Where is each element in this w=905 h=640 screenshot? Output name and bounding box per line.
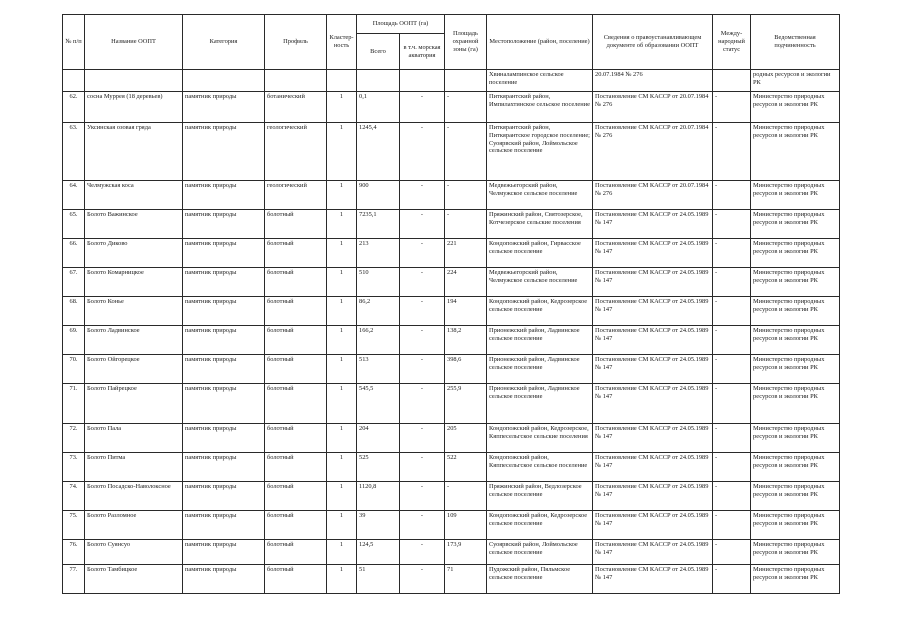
cell-profile: болотный (265, 268, 327, 297)
cell-buffer: 255,9 (445, 384, 487, 424)
cell-category: памятник природы (183, 326, 265, 355)
cell-name: сосна Муррея (18 деревьев) (85, 92, 183, 123)
cell-area: 204 (357, 424, 400, 453)
cell-cluster: 1 (327, 511, 357, 540)
header-area-total: Всего (357, 34, 400, 70)
cell-category: памятник природы (183, 453, 265, 482)
header-location: Местоположение (район, поселение) (487, 15, 593, 70)
cell-buffer: 138,2 (445, 326, 487, 355)
cell-profile: болотный (265, 326, 327, 355)
cell-area: 51 (357, 565, 400, 594)
cell-area: 900 (357, 181, 400, 210)
cell-location: Кондопожский район, Кедрозерское сельское поселение (487, 511, 593, 540)
cell-profile: геологический (265, 123, 327, 181)
cell-document: Постановление СМ КАССР от 24.05.1989 № 147 (593, 239, 713, 268)
cell-cluster: 1 (327, 239, 357, 268)
cell-name: Болото Диково (85, 239, 183, 268)
cell-category: памятник природы (183, 268, 265, 297)
cell-buffer: 205 (445, 424, 487, 453)
cell-location: Хвиналампинское сельское поселение (487, 70, 593, 92)
cell-marine: - (400, 239, 445, 268)
table-body (63, 70, 840, 594)
cell-num: 67. (63, 268, 85, 297)
cell-name: Болото Суянсуо (85, 540, 183, 565)
cell-marine: - (400, 453, 445, 482)
cell-document: Постановление СМ КАССР от 20.07.1984 № 276 (593, 92, 713, 123)
table-row (63, 540, 840, 565)
cell-num: 71. (63, 384, 85, 424)
cell-document: Постановление СМ КАССР от 24.05.1989 № 147 (593, 511, 713, 540)
cell-intl: - (713, 239, 751, 268)
cell-document: Постановление СМ КАССР от 24.05.1989 № 147 (593, 540, 713, 565)
cell-num: 75. (63, 511, 85, 540)
cell-num: 76. (63, 540, 85, 565)
cell-name: Болото Ойгорецкое (85, 355, 183, 384)
cell-num (63, 70, 85, 92)
cell-marine (400, 70, 445, 92)
cell-area: 86,2 (357, 297, 400, 326)
cell-num: 70. (63, 355, 85, 384)
cell-marine: - (400, 210, 445, 239)
cell-buffer: - (445, 482, 487, 511)
cell-profile: болотный (265, 540, 327, 565)
cell-intl: - (713, 268, 751, 297)
cell-document: Постановление СМ КАССР от 24.05.1989 № 147 (593, 268, 713, 297)
cell-cluster (327, 70, 357, 92)
table-row (63, 181, 840, 210)
cell-name: Болото Пала (85, 424, 183, 453)
cell-authority: Министерство природных ресурсов и экологии РК (751, 239, 840, 268)
cell-num: 66. (63, 239, 85, 268)
cell-marine: - (400, 297, 445, 326)
cell-profile: болотный (265, 453, 327, 482)
cell-cluster: 1 (327, 424, 357, 453)
cell-category: памятник природы (183, 424, 265, 453)
cell-document: Постановление СМ КАССР от 24.05.1989 № 147 (593, 326, 713, 355)
table-row (63, 384, 840, 424)
table-header (63, 15, 840, 70)
cell-location: Медвежьегорский район, Челмужское сельское поселение (487, 268, 593, 297)
cell-name: Болото Тамбицкое (85, 565, 183, 594)
cell-area: 1120,8 (357, 482, 400, 511)
cell-area: 510 (357, 268, 400, 297)
cell-intl: - (713, 181, 751, 210)
cell-cluster: 1 (327, 123, 357, 181)
cell-profile: геологический (265, 181, 327, 210)
cell-name: Болото Конье (85, 297, 183, 326)
cell-cluster: 1 (327, 210, 357, 239)
cell-buffer: - (445, 123, 487, 181)
header-intl: Между-народный статус (713, 15, 751, 70)
table-row (63, 355, 840, 384)
cell-marine: - (400, 123, 445, 181)
cell-name: Болото Питма (85, 453, 183, 482)
table-row (63, 326, 840, 355)
cell-document: Постановление СМ КАССР от 20.07.1984 № 276 (593, 181, 713, 210)
cell-buffer: 109 (445, 511, 487, 540)
cell-location: Кондопожский район, Кедрозерское сельское поселение (487, 297, 593, 326)
cell-location: Кондопожский район, Гирвасское сельское поселение (487, 239, 593, 268)
cell-num: 69. (63, 326, 85, 355)
table-row (63, 297, 840, 326)
cell-cluster: 1 (327, 181, 357, 210)
cell-category: памятник природы (183, 181, 265, 210)
cell-area: 7235,1 (357, 210, 400, 239)
cell-marine: - (400, 355, 445, 384)
cell-document: 20.07.1984 № 276 (593, 70, 713, 92)
cell-marine: - (400, 424, 445, 453)
cell-authority: Министерство природных ресурсов и экологии РК (751, 181, 840, 210)
cell-name: Болото Комарницкое (85, 268, 183, 297)
cell-name: Болото Посадско-Наволоксное (85, 482, 183, 511)
cell-profile: болотный (265, 482, 327, 511)
cell-authority: Министерство природных ресурсов и экологии РК (751, 565, 840, 594)
cell-cluster: 1 (327, 92, 357, 123)
cell-name (85, 70, 183, 92)
table-row (63, 453, 840, 482)
cell-marine: - (400, 326, 445, 355)
cell-intl: - (713, 424, 751, 453)
cell-profile: болотный (265, 210, 327, 239)
cell-intl: - (713, 565, 751, 594)
header-profile: Профиль (265, 15, 327, 70)
cell-location: Кондопожский район, Кяппесельгское сельское поселение (487, 453, 593, 482)
cell-profile: болотный (265, 565, 327, 594)
table-row (63, 268, 840, 297)
cell-authority: Министерство природных ресурсов и экологии РК (751, 92, 840, 123)
cell-marine: - (400, 511, 445, 540)
cell-authority: Министерство природных ресурсов и экологии РК (751, 453, 840, 482)
cell-buffer (445, 70, 487, 92)
cell-intl: - (713, 540, 751, 565)
cell-num: 63. (63, 123, 85, 181)
cell-location: Прионежский район, Ладвинское сельское поселение (487, 355, 593, 384)
cell-authority: родных ресурсов и экологии РК (751, 70, 840, 92)
cell-profile: болотный (265, 384, 327, 424)
cell-category: памятник природы (183, 239, 265, 268)
cell-cluster: 1 (327, 297, 357, 326)
table-row (63, 565, 840, 594)
header-name: Название ООПТ (85, 15, 183, 70)
cell-location: Пудожский район, Пяльмское сельское поселение (487, 565, 593, 594)
cell-area: 0,1 (357, 92, 400, 123)
cell-area: 513 (357, 355, 400, 384)
cell-cluster: 1 (327, 355, 357, 384)
cell-cluster: 1 (327, 453, 357, 482)
cell-name: Болото Разломное (85, 511, 183, 540)
cell-buffer: 173,9 (445, 540, 487, 565)
cell-document: Постановление СМ КАССР от 24.05.1989 № 147 (593, 210, 713, 239)
cell-intl: - (713, 482, 751, 511)
cell-intl: - (713, 511, 751, 540)
cell-area: 525 (357, 453, 400, 482)
cell-authority: Министерство природных ресурсов и экологии РК (751, 355, 840, 384)
cell-buffer: - (445, 210, 487, 239)
cell-category: памятник природы (183, 210, 265, 239)
header-buffer: Площадь охранной зоны (га) (445, 15, 487, 70)
cell-location: Кондопожский район, Кедрозерское, Кяппесельгское сельские поселения (487, 424, 593, 453)
table-row (63, 482, 840, 511)
table-row-continuation (63, 70, 840, 92)
cell-intl: - (713, 210, 751, 239)
cell-profile: болотный (265, 355, 327, 384)
cell-authority: Министерство природных ресурсов и экологии РК (751, 268, 840, 297)
cell-num: 68. (63, 297, 85, 326)
cell-authority: Министерство природных ресурсов и экологии РК (751, 540, 840, 565)
cell-name: Уксинская озовая гряда (85, 123, 183, 181)
cell-category: памятник природы (183, 355, 265, 384)
cell-cluster: 1 (327, 540, 357, 565)
cell-buffer: 194 (445, 297, 487, 326)
cell-category (183, 70, 265, 92)
cell-authority: Министерство природных ресурсов и экологии РК (751, 384, 840, 424)
cell-document: Постановление СМ КАССР от 24.05.1989 № 147 (593, 355, 713, 384)
cell-cluster: 1 (327, 326, 357, 355)
cell-authority: Министерство природных ресурсов и экологии РК (751, 326, 840, 355)
table-row (63, 123, 840, 181)
cell-intl: - (713, 453, 751, 482)
cell-buffer: 522 (445, 453, 487, 482)
cell-area: 124,5 (357, 540, 400, 565)
cell-authority: Министерство природных ресурсов и экологии РК (751, 210, 840, 239)
header-category: Категория (183, 15, 265, 70)
cell-category: памятник природы (183, 384, 265, 424)
cell-authority: Министерство природных ресурсов и экологии РК (751, 424, 840, 453)
cell-marine: - (400, 565, 445, 594)
header-authority: Ведомственная подчиненность (751, 15, 840, 70)
cell-location: Медвежьегорский район, Челмужское сельское поселение (487, 181, 593, 210)
cell-cluster: 1 (327, 565, 357, 594)
cell-authority: Министерство природных ресурсов и экологии РК (751, 297, 840, 326)
cell-buffer: - (445, 181, 487, 210)
cell-category: памятник природы (183, 92, 265, 123)
cell-category: памятник природы (183, 540, 265, 565)
cell-buffer: 221 (445, 239, 487, 268)
cell-marine: - (400, 540, 445, 565)
cell-buffer: 398,6 (445, 355, 487, 384)
cell-category: памятник природы (183, 565, 265, 594)
cell-area: 166,2 (357, 326, 400, 355)
cell-document: Постановление СМ КАССР от 24.05.1989 № 147 (593, 297, 713, 326)
cell-category: памятник природы (183, 297, 265, 326)
cell-intl: - (713, 123, 751, 181)
cell-profile: болотный (265, 424, 327, 453)
cell-intl: - (713, 355, 751, 384)
cell-intl: - (713, 384, 751, 424)
cell-name: Болото Пайрецкое (85, 384, 183, 424)
cell-intl: - (713, 297, 751, 326)
cell-profile: болотный (265, 511, 327, 540)
cell-profile: болотный (265, 297, 327, 326)
cell-area: 545,5 (357, 384, 400, 424)
table-row (63, 424, 840, 453)
cell-cluster: 1 (327, 384, 357, 424)
cell-document: Постановление СМ КАССР от 24.05.1989 № 147 (593, 453, 713, 482)
cell-num: 62. (63, 92, 85, 123)
cell-num: 72. (63, 424, 85, 453)
cell-marine: - (400, 482, 445, 511)
cell-num: 77. (63, 565, 85, 594)
cell-location: Суоярвский район, Лоймольское сельское поселение (487, 540, 593, 565)
cell-intl: - (713, 92, 751, 123)
cell-category: памятник природы (183, 123, 265, 181)
table-row (63, 511, 840, 540)
cell-name: Болото Важинское (85, 210, 183, 239)
cell-cluster: 1 (327, 268, 357, 297)
cell-document: Постановление СМ КАССР от 20.07.1984 № 276 (593, 123, 713, 181)
cell-intl (713, 70, 751, 92)
table-row (63, 210, 840, 239)
cell-document: Постановление СМ КАССР от 24.05.1989 № 147 (593, 424, 713, 453)
cell-authority: Министерство природных ресурсов и экологии РК (751, 511, 840, 540)
cell-document: Постановление СМ КАССР от 24.05.1989 № 147 (593, 565, 713, 594)
cell-num: 74. (63, 482, 85, 511)
table-row (63, 92, 840, 123)
cell-document: Постановление СМ КАССР от 24.05.1989 № 147 (593, 482, 713, 511)
cell-area (357, 70, 400, 92)
protected-areas-table (62, 14, 840, 594)
cell-document: Постановление СМ КАССР от 24.05.1989 № 147 (593, 384, 713, 424)
cell-marine: - (400, 384, 445, 424)
cell-location: Прионежский район, Ладвинское сельское поселение (487, 326, 593, 355)
cell-buffer: 224 (445, 268, 487, 297)
cell-intl: - (713, 326, 751, 355)
cell-location: Пряжинский район, Ведлозерское сельское поселение (487, 482, 593, 511)
cell-cluster: 1 (327, 482, 357, 511)
cell-authority: Министерство природных ресурсов и экологии РК (751, 482, 840, 511)
cell-authority: Министерство природных ресурсов и экологии РК (751, 123, 840, 181)
cell-location: Прионежский район, Ладвинское сельское поселение (487, 384, 593, 424)
cell-name: Челмужская коса (85, 181, 183, 210)
header-cluster: Кластер-ность (327, 15, 357, 70)
header-document: Сведения о правоустанавливающем документе об образовании ООПТ (593, 15, 713, 70)
cell-num: 64. (63, 181, 85, 210)
cell-profile: ботанический (265, 92, 327, 123)
cell-category: памятник природы (183, 511, 265, 540)
cell-profile (265, 70, 327, 92)
header-num: № п/п (63, 15, 85, 70)
cell-category: памятник природы (183, 482, 265, 511)
cell-buffer: 71 (445, 565, 487, 594)
cell-name: Болото Ладвинское (85, 326, 183, 355)
cell-area: 1245,4 (357, 123, 400, 181)
header-area-group: Площадь ООПТ (га) (357, 15, 445, 34)
cell-location: Питкярантский район, Импилахтинское сельское поселение (487, 92, 593, 123)
cell-location: Пряжинский район, Святозерское, Котчезерское сельские поселения (487, 210, 593, 239)
table-row (63, 239, 840, 268)
cell-num: 65. (63, 210, 85, 239)
cell-profile: болотный (265, 239, 327, 268)
header-area-marine: в т.ч. морская акватория (400, 34, 445, 70)
cell-location: Питкярантский район, Питкярантское городское поселение; Суоярвский район, Лоймольское сельское поселение (487, 123, 593, 181)
cell-area: 213 (357, 239, 400, 268)
cell-marine: - (400, 181, 445, 210)
cell-area: 39 (357, 511, 400, 540)
cell-marine: - (400, 268, 445, 297)
cell-num: 73. (63, 453, 85, 482)
cell-buffer: - (445, 92, 487, 123)
cell-marine: - (400, 92, 445, 123)
